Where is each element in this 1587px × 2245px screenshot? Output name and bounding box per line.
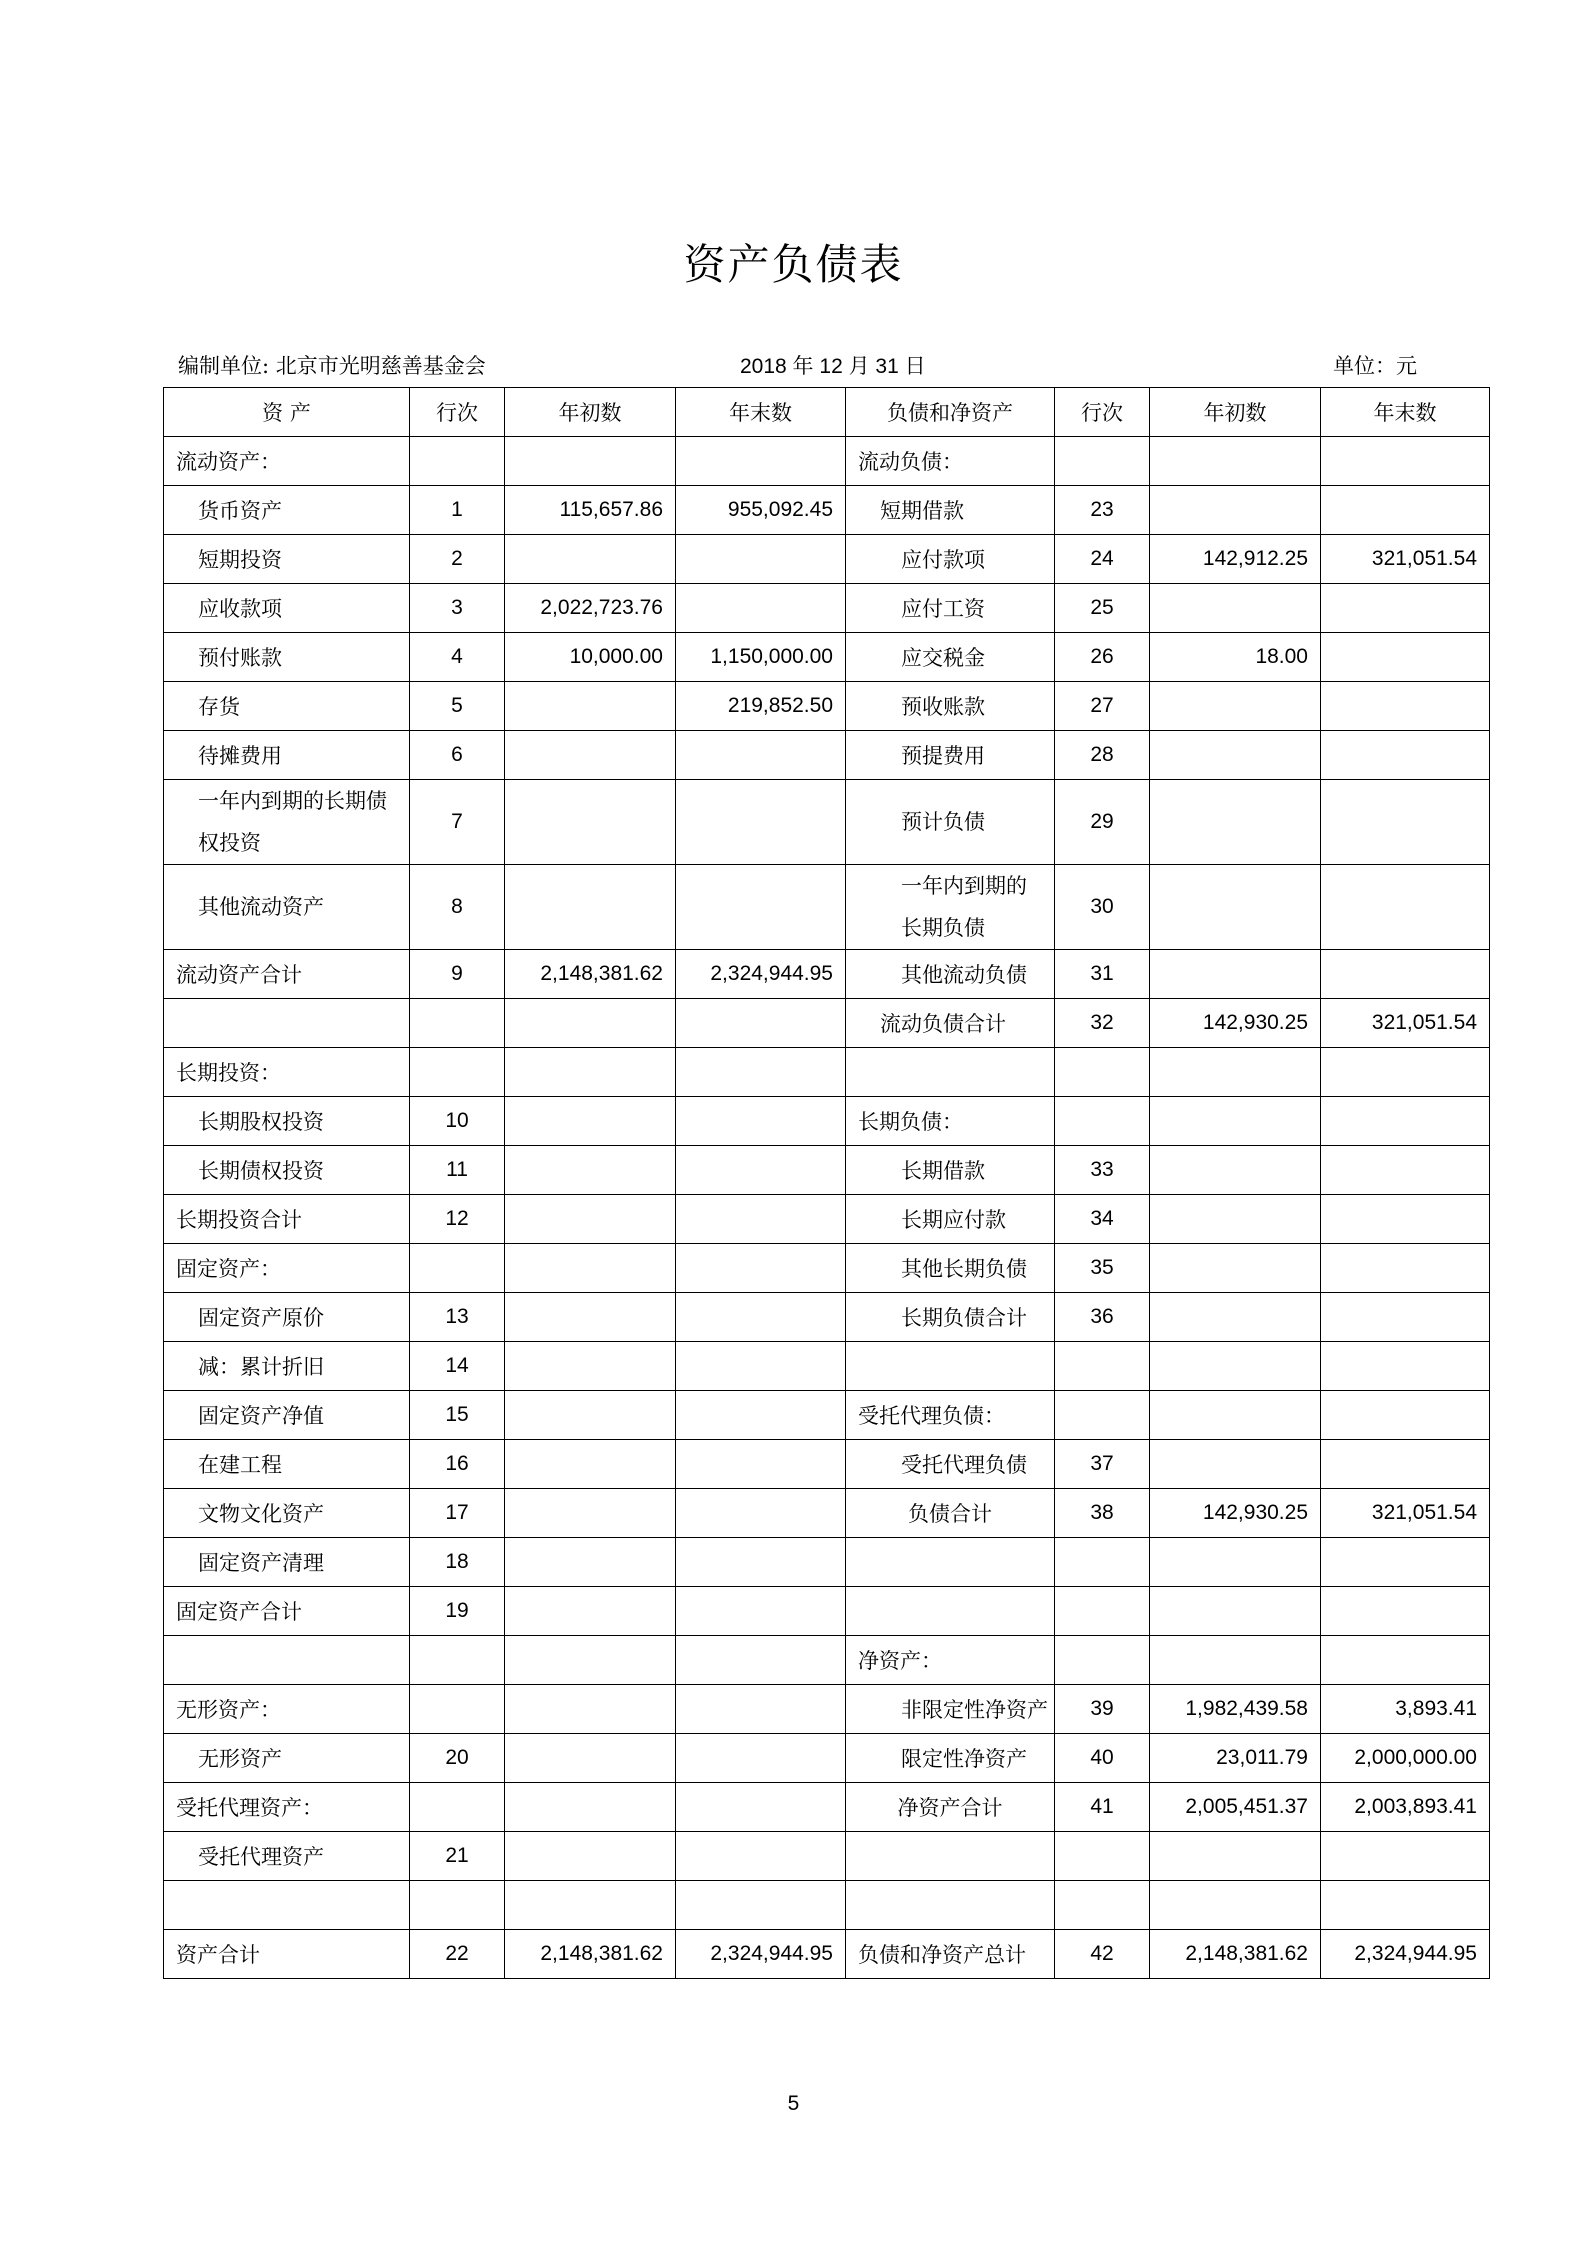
- asset-begin-cell: [505, 731, 676, 780]
- liability-end-cell: [1321, 1391, 1490, 1440]
- liability-line-cell: 40: [1055, 1734, 1150, 1783]
- asset-name-cell: 在建工程: [164, 1440, 410, 1489]
- liability-begin-cell: [1150, 731, 1321, 780]
- table-row: [164, 780, 1490, 865]
- asset-begin-cell: [505, 1489, 676, 1538]
- column-header: 年初数: [505, 388, 676, 437]
- asset-end-cell: [676, 437, 846, 486]
- asset-line-cell: [410, 999, 505, 1048]
- asset-line-cell: 6: [410, 731, 505, 780]
- asset-begin-cell: [505, 1832, 676, 1881]
- liability-end-cell: 321,051.54: [1321, 535, 1490, 584]
- asset-name-cell: 流动资产：: [164, 437, 410, 486]
- liability-line-cell: 28: [1055, 731, 1150, 780]
- liability-name-cell: 应交税金: [846, 633, 1055, 682]
- asset-end-cell: 1,150,000.00: [676, 633, 846, 682]
- liability-line-cell: 31: [1055, 950, 1150, 999]
- liability-end-cell: [1321, 1097, 1490, 1146]
- liability-begin-cell: [1150, 682, 1321, 731]
- asset-begin-cell: [505, 865, 676, 950]
- asset-end-cell: [676, 1391, 846, 1440]
- liability-end-cell: [1321, 1587, 1490, 1636]
- asset-line-cell: [410, 1048, 505, 1097]
- asset-begin-cell: [505, 1048, 676, 1097]
- liability-line-cell: 24: [1055, 535, 1150, 584]
- asset-begin-cell: 2,148,381.62: [505, 1930, 676, 1979]
- table-row: [164, 584, 1490, 633]
- table-row: [164, 1587, 1490, 1636]
- table-row: [164, 865, 1490, 950]
- liability-line-cell: 36: [1055, 1293, 1150, 1342]
- liability-begin-cell: [1150, 1832, 1321, 1881]
- table-row: [164, 1097, 1490, 1146]
- liability-line-cell: 29: [1055, 780, 1150, 865]
- liability-end-cell: [1321, 1832, 1490, 1881]
- asset-line-cell: 4: [410, 633, 505, 682]
- liability-begin-cell: [1150, 1097, 1321, 1146]
- liability-name-cell: 受托代理负债：: [846, 1391, 1055, 1440]
- liability-begin-cell: 18.00: [1150, 633, 1321, 682]
- liability-end-cell: [1321, 1146, 1490, 1195]
- asset-begin-cell: [505, 1587, 676, 1636]
- liability-line-cell: [1055, 1881, 1150, 1930]
- asset-begin-cell: [505, 780, 676, 865]
- asset-name-cell: 固定资产清理: [164, 1538, 410, 1587]
- liability-begin-cell: 23,011.79: [1150, 1734, 1321, 1783]
- asset-begin-cell: [505, 1097, 676, 1146]
- asset-line-cell: 16: [410, 1440, 505, 1489]
- asset-end-cell: [676, 1440, 846, 1489]
- asset-name-cell: [164, 999, 410, 1048]
- table-row: [164, 682, 1490, 731]
- table-row: [164, 731, 1490, 780]
- asset-end-cell: [676, 1146, 846, 1195]
- asset-line-cell: 11: [410, 1146, 505, 1195]
- liability-end-cell: [1321, 1244, 1490, 1293]
- liability-end-cell: [1321, 633, 1490, 682]
- asset-line-cell: 18: [410, 1538, 505, 1587]
- asset-name-cell: 流动资产合计: [164, 950, 410, 999]
- asset-name-cell: 应收款项: [164, 584, 410, 633]
- liability-end-cell: [1321, 1881, 1490, 1930]
- asset-line-cell: [410, 1636, 505, 1685]
- liability-name-cell: 预提费用: [846, 731, 1055, 780]
- liability-line-cell: 26: [1055, 633, 1150, 682]
- column-header: 负债和净资产: [846, 388, 1055, 437]
- org-label: 编制单位: 北京市光明慈善基金会: [178, 354, 486, 378]
- liability-name-cell: 应付款项: [846, 535, 1055, 584]
- liability-name-cell: 长期应付款: [846, 1195, 1055, 1244]
- liability-end-cell: [1321, 1293, 1490, 1342]
- liability-line-cell: 34: [1055, 1195, 1150, 1244]
- liability-end-cell: [1321, 865, 1490, 950]
- liability-end-cell: [1321, 584, 1490, 633]
- liability-begin-cell: [1150, 1244, 1321, 1293]
- table-row: [164, 1930, 1490, 1979]
- table-row: [164, 1538, 1490, 1587]
- asset-name-cell: 资产合计: [164, 1930, 410, 1979]
- liability-name-cell: 预计负债: [846, 780, 1055, 865]
- liability-name-cell: 预收账款: [846, 682, 1055, 731]
- liability-begin-cell: [1150, 1538, 1321, 1587]
- asset-line-cell: [410, 1685, 505, 1734]
- report-date: 2018 年 12 月 31 日: [740, 355, 926, 378]
- asset-name-cell: 受托代理资产：: [164, 1783, 410, 1832]
- liability-line-cell: 42: [1055, 1930, 1150, 1979]
- liability-begin-cell: [1150, 1293, 1321, 1342]
- liability-name-cell: [846, 1048, 1055, 1097]
- liability-line-cell: 39: [1055, 1685, 1150, 1734]
- asset-line-cell: 17: [410, 1489, 505, 1538]
- table-row: [164, 1391, 1490, 1440]
- asset-end-cell: [676, 731, 846, 780]
- asset-end-cell: [676, 1734, 846, 1783]
- liability-begin-cell: 2,005,451.37: [1150, 1783, 1321, 1832]
- liability-name-cell: 流动负债合计: [846, 999, 1055, 1048]
- table-row: [164, 1195, 1490, 1244]
- table-row: [164, 1832, 1490, 1881]
- asset-end-cell: [676, 584, 846, 633]
- asset-line-cell: 12: [410, 1195, 505, 1244]
- asset-line-cell: 19: [410, 1587, 505, 1636]
- page-number: 5: [787, 2092, 800, 2115]
- liability-name-cell: 受托代理负债: [846, 1440, 1055, 1489]
- liability-name-cell: 一年内到期的长期负债: [846, 865, 1055, 950]
- liability-end-cell: 3,893.41: [1321, 1685, 1490, 1734]
- asset-end-cell: [676, 1685, 846, 1734]
- asset-begin-cell: [505, 1538, 676, 1587]
- asset-name-cell: [164, 1636, 410, 1685]
- table-row: [164, 1734, 1490, 1783]
- asset-line-cell: 7: [410, 780, 505, 865]
- liability-begin-cell: [1150, 1587, 1321, 1636]
- column-header: 年初数: [1150, 388, 1321, 437]
- asset-line-cell: 21: [410, 1832, 505, 1881]
- asset-end-cell: 955,092.45: [676, 486, 846, 535]
- liability-begin-cell: [1150, 437, 1321, 486]
- asset-name-cell: 预付账款: [164, 633, 410, 682]
- liability-end-cell: [1321, 486, 1490, 535]
- liability-line-cell: [1055, 1342, 1150, 1391]
- liability-line-cell: 23: [1055, 486, 1150, 535]
- asset-end-cell: [676, 1489, 846, 1538]
- asset-name-cell: 固定资产：: [164, 1244, 410, 1293]
- asset-end-cell: [676, 1783, 846, 1832]
- asset-end-cell: [676, 1048, 846, 1097]
- asset-begin-cell: [505, 1195, 676, 1244]
- asset-end-cell: [676, 1097, 846, 1146]
- liability-end-cell: [1321, 780, 1490, 865]
- asset-end-cell: [676, 780, 846, 865]
- table-row: [164, 999, 1490, 1048]
- asset-line-cell: 15: [410, 1391, 505, 1440]
- asset-begin-cell: [505, 1685, 676, 1734]
- column-header: 行次: [410, 388, 505, 437]
- liability-begin-cell: [1150, 1881, 1321, 1930]
- asset-name-cell: 短期投资: [164, 535, 410, 584]
- liability-name-cell: 长期负债合计: [846, 1293, 1055, 1342]
- asset-end-cell: [676, 999, 846, 1048]
- column-header: 行次: [1055, 388, 1150, 437]
- asset-begin-cell: [505, 1881, 676, 1930]
- liability-begin-cell: 1,982,439.58: [1150, 1685, 1321, 1734]
- liability-end-cell: 321,051.54: [1321, 999, 1490, 1048]
- liability-name-cell: 负债和净资产总计: [846, 1930, 1055, 1979]
- asset-name-cell: 长期投资合计: [164, 1195, 410, 1244]
- asset-begin-cell: [505, 1293, 676, 1342]
- liability-begin-cell: 142,930.25: [1150, 999, 1321, 1048]
- asset-name-cell: [164, 1881, 410, 1930]
- liability-line-cell: [1055, 1832, 1150, 1881]
- liability-line-cell: 35: [1055, 1244, 1150, 1293]
- liability-name-cell: 净资产：: [846, 1636, 1055, 1685]
- asset-name-cell: 长期债权投资: [164, 1146, 410, 1195]
- asset-begin-cell: 2,148,381.62: [505, 950, 676, 999]
- asset-name-cell: 长期股权投资: [164, 1097, 410, 1146]
- asset-end-cell: [676, 1881, 846, 1930]
- asset-begin-cell: [505, 535, 676, 584]
- liability-line-cell: [1055, 437, 1150, 486]
- table-row: [164, 437, 1490, 486]
- asset-name-cell: 固定资产原价: [164, 1293, 410, 1342]
- asset-begin-cell: 2,022,723.76: [505, 584, 676, 633]
- liability-name-cell: [846, 1342, 1055, 1391]
- liability-line-cell: 33: [1055, 1146, 1150, 1195]
- asset-line-cell: 9: [410, 950, 505, 999]
- asset-begin-cell: [505, 999, 676, 1048]
- page-title: 资产负债表: [683, 240, 904, 289]
- liability-name-cell: 长期借款: [846, 1146, 1055, 1195]
- liability-line-cell: 41: [1055, 1783, 1150, 1832]
- table-row: [164, 1048, 1490, 1097]
- liability-end-cell: [1321, 1048, 1490, 1097]
- asset-begin-cell: [505, 682, 676, 731]
- asset-line-cell: 8: [410, 865, 505, 950]
- liability-name-cell: 应付工资: [846, 584, 1055, 633]
- asset-line-cell: 20: [410, 1734, 505, 1783]
- liability-line-cell: [1055, 1048, 1150, 1097]
- asset-begin-cell: [505, 1244, 676, 1293]
- liability-end-cell: [1321, 731, 1490, 780]
- liability-begin-cell: 2,148,381.62: [1150, 1930, 1321, 1979]
- table-row: [164, 535, 1490, 584]
- table-row: [164, 950, 1490, 999]
- asset-name-cell: 一年内到期的长期债权投资: [164, 780, 410, 865]
- asset-name-cell: 货币资产: [164, 486, 410, 535]
- table-header-row: [164, 388, 1490, 437]
- asset-name-cell: 固定资产合计: [164, 1587, 410, 1636]
- asset-begin-cell: [505, 1783, 676, 1832]
- liability-line-cell: 38: [1055, 1489, 1150, 1538]
- asset-line-cell: 5: [410, 682, 505, 731]
- liability-end-cell: 2,003,893.41: [1321, 1783, 1490, 1832]
- liability-end-cell: [1321, 1342, 1490, 1391]
- asset-begin-cell: 115,657.86: [505, 486, 676, 535]
- asset-name-cell: 减：累计折旧: [164, 1342, 410, 1391]
- liability-begin-cell: [1150, 780, 1321, 865]
- liability-end-cell: 2,000,000.00: [1321, 1734, 1490, 1783]
- asset-end-cell: [676, 865, 846, 950]
- asset-line-cell: [410, 1881, 505, 1930]
- asset-end-cell: [676, 1587, 846, 1636]
- liability-name-cell: [846, 1538, 1055, 1587]
- liability-begin-cell: 142,930.25: [1150, 1489, 1321, 1538]
- liability-end-cell: [1321, 950, 1490, 999]
- liability-end-cell: [1321, 1440, 1490, 1489]
- liability-begin-cell: [1150, 584, 1321, 633]
- asset-line-cell: 13: [410, 1293, 505, 1342]
- asset-begin-cell: [505, 1342, 676, 1391]
- table-row: [164, 1636, 1490, 1685]
- liability-line-cell: 32: [1055, 999, 1150, 1048]
- liability-begin-cell: [1150, 1440, 1321, 1489]
- asset-begin-cell: [505, 1440, 676, 1489]
- liability-name-cell: 短期借款: [846, 486, 1055, 535]
- table-row: [164, 1685, 1490, 1734]
- asset-name-cell: 无形资产: [164, 1734, 410, 1783]
- asset-name-cell: 长期投资：: [164, 1048, 410, 1097]
- liability-line-cell: 37: [1055, 1440, 1150, 1489]
- liability-name-cell: 流动负债：: [846, 437, 1055, 486]
- liability-begin-cell: [1150, 1195, 1321, 1244]
- liability-begin-cell: [1150, 865, 1321, 950]
- asset-end-cell: [676, 1244, 846, 1293]
- table-row: [164, 1440, 1490, 1489]
- asset-begin-cell: 10,000.00: [505, 633, 676, 682]
- asset-end-cell: [676, 1832, 846, 1881]
- column-header: 年末数: [676, 388, 846, 437]
- table-row: [164, 486, 1490, 535]
- asset-name-cell: 存货: [164, 682, 410, 731]
- liability-line-cell: 30: [1055, 865, 1150, 950]
- liability-end-cell: [1321, 1538, 1490, 1587]
- liability-name-cell: [846, 1587, 1055, 1636]
- liability-name-cell: [846, 1832, 1055, 1881]
- asset-end-cell: 2,324,944.95: [676, 950, 846, 999]
- asset-line-cell: 3: [410, 584, 505, 633]
- asset-end-cell: 219,852.50: [676, 682, 846, 731]
- liability-name-cell: 非限定性净资产: [846, 1685, 1055, 1734]
- liability-end-cell: 321,051.54: [1321, 1489, 1490, 1538]
- table-row: [164, 1146, 1490, 1195]
- asset-end-cell: [676, 1195, 846, 1244]
- table-row: [164, 1783, 1490, 1832]
- asset-end-cell: [676, 1538, 846, 1587]
- liability-line-cell: 25: [1055, 584, 1150, 633]
- liability-name-cell: 净资产合计: [846, 1783, 1055, 1832]
- asset-line-cell: 10: [410, 1097, 505, 1146]
- liability-begin-cell: [1150, 1146, 1321, 1195]
- asset-line-cell: 14: [410, 1342, 505, 1391]
- asset-line-cell: [410, 437, 505, 486]
- liability-line-cell: [1055, 1636, 1150, 1685]
- liability-line-cell: 27: [1055, 682, 1150, 731]
- asset-name-cell: 无形资产：: [164, 1685, 410, 1734]
- asset-name-cell: 固定资产净值: [164, 1391, 410, 1440]
- liability-begin-cell: [1150, 1342, 1321, 1391]
- liability-begin-cell: [1150, 1636, 1321, 1685]
- liability-name-cell: 长期负债：: [846, 1097, 1055, 1146]
- liability-begin-cell: 142,912.25: [1150, 535, 1321, 584]
- liability-name-cell: [846, 1881, 1055, 1930]
- table-row: [164, 633, 1490, 682]
- liability-line-cell: [1055, 1587, 1150, 1636]
- asset-name-cell: 受托代理资产: [164, 1832, 410, 1881]
- unit-label: 单位：元: [1333, 354, 1417, 378]
- table-row: [164, 1342, 1490, 1391]
- asset-line-cell: 22: [410, 1930, 505, 1979]
- column-header: 资 产: [164, 388, 410, 437]
- liability-end-cell: [1321, 1195, 1490, 1244]
- asset-begin-cell: [505, 1734, 676, 1783]
- asset-end-cell: [676, 1342, 846, 1391]
- liability-name-cell: 其他流动负债: [846, 950, 1055, 999]
- asset-line-cell: 2: [410, 535, 505, 584]
- column-header: 年末数: [1321, 388, 1490, 437]
- asset-end-cell: [676, 1293, 846, 1342]
- liability-end-cell: [1321, 1636, 1490, 1685]
- liability-begin-cell: [1150, 950, 1321, 999]
- asset-line-cell: 1: [410, 486, 505, 535]
- balance-sheet-table: [163, 387, 1490, 1979]
- asset-begin-cell: [505, 1146, 676, 1195]
- liability-begin-cell: [1150, 486, 1321, 535]
- asset-line-cell: [410, 1244, 505, 1293]
- asset-line-cell: [410, 1783, 505, 1832]
- liability-name-cell: 负债合计: [846, 1489, 1055, 1538]
- asset-name-cell: 文物文化资产: [164, 1489, 410, 1538]
- asset-begin-cell: [505, 1636, 676, 1685]
- asset-name-cell: 其他流动资产: [164, 865, 410, 950]
- table-row: [164, 1293, 1490, 1342]
- liability-begin-cell: [1150, 1048, 1321, 1097]
- asset-name-cell: 待摊费用: [164, 731, 410, 780]
- liability-end-cell: 2,324,944.95: [1321, 1930, 1490, 1979]
- asset-end-cell: [676, 1636, 846, 1685]
- asset-begin-cell: [505, 1391, 676, 1440]
- liability-end-cell: [1321, 682, 1490, 731]
- table-row: [164, 1489, 1490, 1538]
- liability-end-cell: [1321, 437, 1490, 486]
- table-row: [164, 1244, 1490, 1293]
- asset-end-cell: [676, 535, 846, 584]
- liability-line-cell: [1055, 1538, 1150, 1587]
- table-row: [164, 1881, 1490, 1930]
- liability-begin-cell: [1150, 1391, 1321, 1440]
- asset-begin-cell: [505, 437, 676, 486]
- asset-end-cell: 2,324,944.95: [676, 1930, 846, 1979]
- liability-name-cell: 限定性净资产: [846, 1734, 1055, 1783]
- liability-line-cell: [1055, 1097, 1150, 1146]
- liability-name-cell: 其他长期负债: [846, 1244, 1055, 1293]
- liability-line-cell: [1055, 1391, 1150, 1440]
